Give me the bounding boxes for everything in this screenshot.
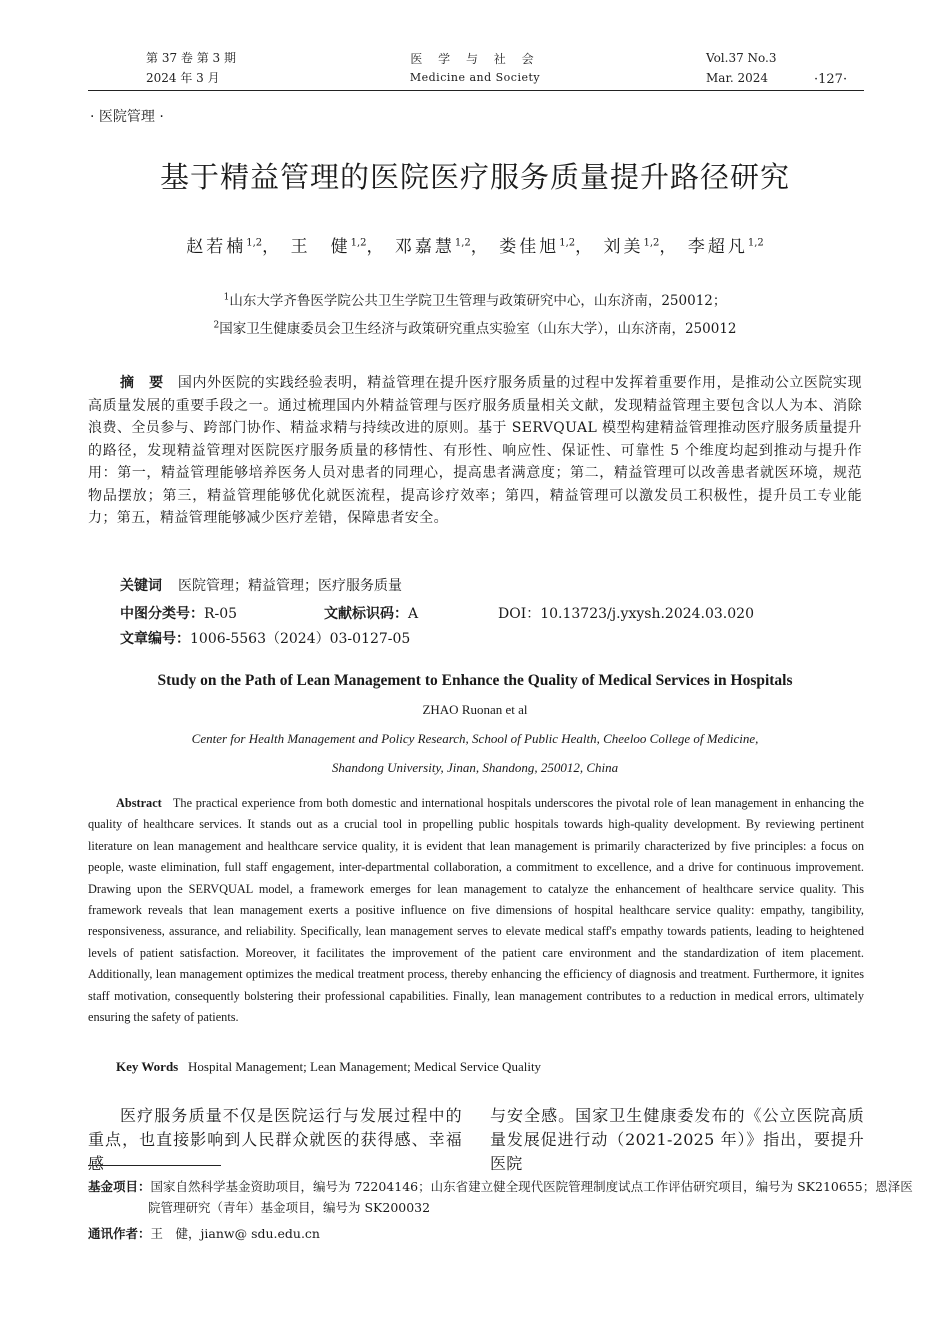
english-author: ZHAO Ruonan et al [422,702,528,717]
journal-date-cn: 2024 年 3 月 [146,71,220,85]
abstract-cn [88,372,862,530]
journal-name-en: Medicine and Society [409,71,541,84]
corresponding-author: 通讯作者：王 健，jianw@ sdu.edu.cn [88,1226,320,1241]
author-list: 赵若楠$^{1,2}$， 王 健$^{1,2}$， 邓嘉慧$^{1,2}$， 娄佳旭$^{1,2}$， 刘美$^{1,2}$， 李超凡$^{1,2}$ [186,237,764,257]
footnote-rule [88,1165,221,1166]
article-number: 文章编号：1006-5563（2024）03-0127-05 [120,631,411,647]
journal-volume-en: Vol.37 No.3 [706,51,777,65]
funding-note: 基金项目：国家自然科学基金资助项目，编号为 72204146；山东省建立健全现代医院管理制度试点工作评估研究项目，编号为 SK210655；恩泽医院管理研究（青年）基金项目，编号为 SK200032 [88,1179,913,1215]
affiliation: $^1$山东大学齐鲁医学院公共卫生学院卫生管理与政策研究中心，山东济南，250012； [223,292,727,309]
keywords-en: Key Words Hospital Management; Lean Management; Medical Service Quality [116,1059,542,1074]
abstract-cn-label: 摘 要 [120,375,164,391]
author: 赵若楠$^{1,2}$ [186,237,263,257]
author: 娄佳旭$^{1,2}$ [499,237,576,257]
keywords-cn: 关键词 医院管理；精益管理；医疗服务质量 [120,578,402,594]
author: 李超凡$^{1,2}$ [687,237,764,257]
body-column-left: 医疗服务质量不仅是医院运行与发展过程中的重点，也直接影响到人民群众就医的获得感、幸福感 [88,1106,462,1173]
abstract-en-text: The practical experience from both domestic and international hospitals underscores the pivotal role of lean management in enhancing the quality of healthcare services. It stands out as a crucial tool in propelling public hospitals towards high-quality development. By reviewing pertinent literature on lean management and healthcare service quality, it is evident that lean management is primarily characterized by five principles: a focus on people, waste elimination, full staff engagement, inter-departmental collaboration, a commitment to excellence, and a drive for continuous improvement. Drawing upon the SERVQUAL model, a framework emerges for lean management to catalyze the enhancement of healthcare service quality. This framework reveals that lean management exerts a positive influence on five dimensions of hospital healthcare service quality: empathy, tangibility, responsiveness, assurance, and reliability. Specifically, lean management serves to elevate medical staff's empathy towards patients, leading to heightened levels of patient satisfaction. Moreover, it facilitates the improvement of the patient care environment and the standardization of item placement. Additionally, lean management optimizes the medical treatment process, thereby enhancing the efficiency of diagnosis and treatment. Furthermore, it ignites staff motivation, consequently bolstering their professional capabilities. Finally, lean management contributes to a reduction in medical errors, ultimately ensuring the safety of patients. [88,796,864,1025]
english-affiliation: Center for Health Management and Policy Research, School of Public Health, Cheeloo College of Medicine, [191,731,759,746]
abstract-en-label: Abstract [116,796,162,810]
page-title: 基于精益管理的医院医疗服务质量提升路径研究 [159,160,790,194]
english-title: Study on the Path of Lean Management to Enhance the Quality of Medical Services in Hospitals [157,672,793,689]
author: 王 健$^{1,2}$ [290,237,367,257]
section-label: · 医院管理 · [90,109,164,125]
journal-name-cn: 医 学 与 社 会 [410,52,540,66]
author: 刘美$^{1,2}$ [603,237,660,257]
abstract-en [88,793,864,1028]
abstract-cn-text: 国内外医院的实践经验表明，精益管理在提升医疗服务质量的过程中发挥着重要作用，是推动公立医院实现高质量发展的重要手段之一。通过梳理国内外精益管理与医疗服务质量相关文献，发现精益管理主要包含以人为本、消除浪费、全员参与、跨部门协作、精益求精与持续改进的原则。基于 SERVQUAL 模型构建精益管理推动医疗服务质量提升的路径，发现精益管理对医院医疗服务质量的移情性、有形性、响应性、保证性、可靠性 5 个维度均起到推动与提升作用：第一，精益管理能够培养医务人员对患者的同理心，提高患者满意度；第二，精益管理可以改善患者就医环境，规范物品摆放；第三，精益管理能够优化就医流程，提高诊疗效率；第四，精益管理可以激发员工积极性，提升员工专业能力；第五，精益管理能够减少医疗差错，保障患者安全。 [88,375,863,526]
header-rule [88,90,864,91]
doi: DOI：10.13723/j.yxysh.2024.03.020 [498,606,754,622]
author: 邓嘉慧$^{1,2}$ [394,237,471,257]
classification-number: 中图分类号：R-05 [120,606,238,622]
journal-date-en: Mar. 2024 [706,71,769,85]
document-code: 文献标识码：A [324,606,419,622]
affiliation: $^2$国家卫生健康委员会卫生经济与政策研究重点实验室（山东大学），山东济南，250012 [213,320,737,337]
page-number: ·127· [814,72,848,87]
english-affiliation: Shandong University, Jinan, Shandong, 250012, China [331,760,619,775]
journal-volume-issue: 第 37 卷 第 3 期 [146,51,236,65]
body-column-right: 与安全感。国家卫生健康委发布的《公立医院高质量发展促进行动（2021-2025 年）》指出，要提升医院 [490,1106,864,1173]
